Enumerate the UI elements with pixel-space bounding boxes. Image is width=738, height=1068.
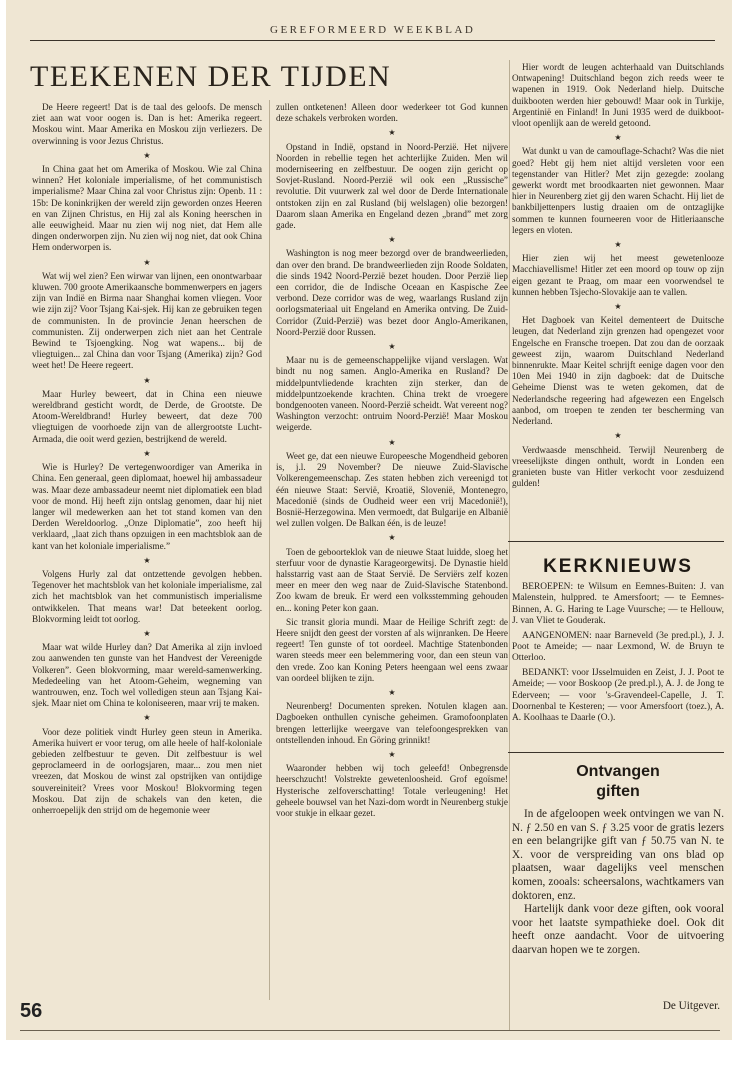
- kerknieuws-body: [512, 582, 724, 728]
- article-column-1: [32, 102, 262, 819]
- separator-star: ★: [614, 240, 622, 250]
- separator-star: ★: [388, 235, 396, 245]
- paragraph: Neurenberg! Documenten spreken. Notulen klagen aan. Dagboeken onthullen cynische geheimen. Gramofoonplaten brengen letterlijke weergave van telefoongesprekken van ontstellenden inhoud. En Göring grinnikt!: [276, 701, 508, 745]
- separator-star: ★: [143, 555, 151, 565]
- paragraph: Maar nu is de gemeenschappelijke vijand verslagen. Wat bindt nu nog samen. Anglo-Amerika en Rusland? De middelpuntvliedende krachten zijn sterker, dan de middelpuntzoekende krachten. China trekt de vroegere bondgenooten vaneen. Noord-Perzië scheidt. Wat vereent nog? Washington verzocht: ontruim Noord-Perzië! Maar Moskou weigerde.: [276, 355, 508, 433]
- separator-star: ★: [143, 713, 151, 723]
- paragraph: Wat wij wel zien? Een wirwar van lijnen, een onontwarbaar kluwen. 700 groote Amerikaansche bommenwerpers en jagers zijn van Indië en Birma naar Shanghai komen vliegen. Voor wie zijn zij? Voor Tsjang Kai-sjek. Hij kan ze gebruiken tegen de communisten. In de provincie Jenan heerschen de communisten. Zij onderwerpen zich niet aan het Centrale Bewind te Tsjoengking. Nog wat wapens... bij de vliegtuigen... zal China dan voor Tsjang (Amerika) zijn? God weet het! De Heere regeert.: [32, 270, 262, 371]
- page-number: 56: [20, 1000, 43, 1022]
- kerknieuws-aangenomen: AANGENOMEN: naar Barneveld (3e pred.pl.), J. J. Poot te Ameide; — naar Lexmond, W. de Bruyn te Otterloo.: [512, 630, 724, 664]
- running-head: GEREFORMEERD WEEKBLAD: [270, 24, 476, 36]
- separator-star: ★: [143, 375, 151, 385]
- separator-star: ★: [143, 257, 151, 267]
- paragraph: Verdwaasde menschheid. Terwijl Neurenberg de vreeselijkste dingen onthult, wordt in Londen een granieten buste van Hitler verkocht voor zesduizend gulden!: [512, 444, 724, 489]
- paragraph: Washington is nog meer bezorgd over de brandweerlieden, dan over den brand. De brandweerlieden zijn Roode Soldaten, die sinds 1942 Noord-Perzië bezet houden. Door Perzië liep een corridor, die de Indische Oceaan en Kaspische Zee verbond. Deze corridor was de weg, waarlangs Rusland zijn oorlogsmateriaal uit Engeland en Amerika ontving. De Zuid-Corridor (Zuid-Perzië) was bezet door Anglo-Amerikanen, Noord-Perzië door Russen.: [276, 248, 508, 337]
- kerknieuws-top-rule: [508, 541, 724, 542]
- separator-star: ★: [388, 342, 396, 352]
- paragraph: In China gaat het om Amerika of Moskou. Wie zal China winnen? Het koloniale imperialisme, of het communistisch imperialisme? Maar China zal voor Christus zijn: Openb. 11 : 15b: De koninkrijken der wereld zijn geworden onzes Heeren en van Zijnen Christus, en Hij zal als Koning heerschen in alle eeuwigheid. Maar nu zien wij nog niet, dat Hem alle dingen onderworpen zijn. Nu zien wij nog niet, dat ook China Hem onderworpen is.: [32, 164, 262, 253]
- paragraph: Hier zien wij het meest gewetenlooze Macchiavellisme! Hitler zet een moord op touw op zijn eigen gezant te Praag, om maar een voorwendsel te kunnen hebben Tsjecho-Slovakije aan te vallen.: [512, 253, 724, 297]
- giften-body: [512, 808, 724, 958]
- separator-star: ★: [614, 302, 622, 312]
- paragraph: Toen de geboorteklok van de nieuwe Staat luidde, sloeg het sterfuur voor de dynastie Karageorgewitsj. De Dynastie hield halsstarrig vast aan de Staat Servië. De Serviërs zelf kozen meer en meer den weg naar de Zuid-Slavische Statenbond. Zoo kwam de breuk. Er werd een volksstemming gehouden en... koning Peter kon gaan.: [276, 546, 508, 613]
- column-divider-1: [269, 100, 270, 1000]
- article-title: TEEKENEN DER TIJDEN: [30, 60, 392, 93]
- paragraph: zullen ontketenen! Alleen door wederkeer tot God kunnen deze schakels verbroken worden.: [276, 102, 508, 124]
- paragraph: Voor deze politiek vindt Hurley geen steun in Amerika. Amerika huivert er voor terug, om alle heele of half-koloniale gebieden zelfbestuur te geven. Dit zelfbestuur is wel geproclameerd in de oorlogsjaren, maar... zou men niet vreezen, dat Moskou de winst zal opstrijken van ontijdige souvereiniteit? Vrees voor Moskou! Blokvorming tegen Moskou. Dat zijn de schakels van den keten, die onherroepelijk den strijd om de hegemonie weer: [32, 726, 262, 815]
- separator-star: ★: [388, 749, 396, 759]
- footer-rule: [20, 1030, 720, 1031]
- kerknieuws-beroepen: BEROEPEN: te Wilsum en Eemnes-Buiten: J. van Malenstein, hulppred. te Amersfoort; — te Eemnes-Binnen, A. G. Haring te Lage Vuursche; — te Hellouw, J. van Vliet te Gouderak.: [512, 582, 724, 627]
- kerknieuws-bedankt: BEDANKT: voor IJsselmuiden en Zeist, J. J. Poot te Ameide; — voor Boskoop (2e pred.pl.), A. J. de Jong te Ederveen; — voor 's-Gravendeel-Capelle, J. T. Doornenbal te Kesteren; — voor Amersfoort (toez.), A. A. Koolhaas te Daarle (O.).: [512, 667, 724, 724]
- paragraph: Opstand in Indië, opstand in Noord-Perzië. Het nijvere Noorden in rebellie tegen het achterlijke Zuiden. Men wil moderniseering en zelfbestuur. De oogen zijn gericht op Sovjet-Rusland. Noord-Perzië wil ook een „Russische” revolutie. Dit vuurwerk zal wel door de Derde Internationale ontstoken zijn en zal Rusland (bij welslagen) olie bezorgen! Daarom slaan Amerika en Engeland dezen „brand” met zorg gade.: [276, 141, 508, 231]
- separator-star: ★: [388, 533, 396, 543]
- giften-paragraph: In de afgeloopen week ontvingen we van N. N. ƒ 2.50 en van S. ƒ 3.25 voor de gratis lezers en een belangrijke gift van ƒ 50.75 van N. te X. voor de verspreiding van ons blad op plaatsen, waar dagelijks veel menschen komen, zooals: scheersalons, wachtkamers van doktoren, enz.: [512, 808, 724, 902]
- column-divider-2: [509, 60, 510, 1030]
- header-rule: [30, 40, 715, 41]
- paragraph: Waaronder hebben wij toch geleefd! Onbegrensde heerschzucht! Volstrekte gewetenloosheid. Grof egoïsme! Hysterische zelfoverschatting! Totale verleugening! Het geheele bouwsel van het Nazi-dom wordt in Neurenberg stukje voor stukje in elkaar gezet.: [276, 763, 508, 818]
- kerknieuws-heading: KERKNIEUWS: [543, 556, 693, 577]
- article-column-2: [276, 102, 508, 822]
- separator-star: ★: [143, 448, 151, 458]
- separator-star: ★: [388, 128, 396, 138]
- giften-top-rule: [508, 752, 724, 753]
- paragraph: Hier wordt de leugen achterhaald van Duitschlands Ontwapening! Duitschland begon zich reeds weer te wapenen in 1919. Ook Nederland hielp. Duitsche duikbooten werden hier gebouwd! Maar ook in Turkije, Argentinië en Finland! In Juni 1935 werd de duikboot-vloot openlijk aan de wereld getoond.: [512, 62, 724, 129]
- paragraph: Weet ge, dat een nieuwe Europeesche Mogendheid geboren is, j.l. 29 November? De nieuwe Zuid-Slavische Volkerengemeenschap. Zes staten hebben zich vereenigd tot één nieuwe Staat: Servië, Kroatië, Slovenië, Montenegro, Macedonië (sinds de Oudheid weer een vrij Macedonië!), Bosnië-Herzegowina. Men vermoedt, dat Bulgarije en Albanië wel zullen volgen. De Balkan één, is de leuze!: [276, 450, 508, 529]
- giften-paragraph: Hartelijk dank voor deze giften, ook vooral voor het laatste sympathieke doel. Ook dit heeft onze aandacht. Voor de uitvoering daarvan hopen we te zorgen.: [512, 903, 724, 956]
- giften-signature: De Uitgever.: [662, 1000, 720, 1012]
- giften-heading-line2: giften: [596, 783, 640, 800]
- giften-heading: [512, 762, 724, 802]
- paragraph: Wie is Hurley? De vertegenwoordiger van Amerika in China. Een generaal, geen diplomaat, hoewel hij ambassadeur was. Maar deze ambassadeur neemt niet diplomatiek een blad voor de mond. Hij heeft zijn ontslag genomen, daar hij niet langer wil medewerken aan het tot stand komen van den Derden Wereldoorlog. „Onze Diplomatie”, zoo heeft hij verklaard, „laat zich thans opzuigen in een machtsblok aan de kant van het koloniale imperialisme.”: [32, 462, 262, 551]
- paragraph: De Heere regeert! Dat is de taal des geloofs. De mensch ziet aan wat voor oogen is. Dan is het: Amerika regeert. Moskou wint. Maar Amerika en Moskou zijn verliezers. De overwinning is voor Jezus Christus.: [32, 102, 262, 146]
- separator-star: ★: [614, 431, 622, 441]
- separator-star: ★: [388, 437, 396, 447]
- separator-star: ★: [614, 133, 622, 143]
- article-column-3: [512, 62, 724, 492]
- giften-heading-line1: Ontvangen: [576, 763, 660, 780]
- separator-star: ★: [143, 628, 151, 638]
- paragraph: Volgens Hurly zal dat ontzettende gevolgen hebben. Tegenover het machtsblok van het koloniale imperialisme, zal zich het machtsblok van het communistisch imperialisme ontwikkelen. That means war! Dat beteekent oorlog. Blokvorming leidt tot oorlog.: [32, 568, 262, 624]
- paragraph: Maar Hurley beweert, dat in China een nieuwe wereldbrand gesticht wordt, de Derde, de Grootste. De Atoom-Wereldbrand! Hurley beweert, dat deze 700 vliegtuigen de voorhoede zijn van de allergrootste Lucht-Armada, die ooit werd gezien, bestrijkend de wereld.: [32, 388, 262, 444]
- paragraph: Sic transit gloria mundi. Maar de Heilige Schrift zegt: de Heere snijdt den geest der vorsten af als wijnranken. De Heere regeert! Ten gunste of tot oordeel. Machtige Statenbonden waren steeds meer een belemmering voor, dan een steun van den vrede. Zoo kan Koning Peters heengaan wel eens zwaar van oordeel blijken te zijn.: [276, 616, 508, 683]
- separator-star: ★: [388, 687, 396, 697]
- separator-star: ★: [143, 150, 151, 160]
- paragraph: Het Dagboek van Keitel dementeert de Duitsche leugen, dat Nederland zijn grenzen had opengezet voor Engelsche en Fransche troepen. Dat zou dan de oorzaak geweest zijn, waarom Duitschland Nederland binnenrukte. Maar Keitel schrijft eenige dagen voor den 10en Mei 1940 in zijn dagboek: dat de Duitsche Geheime Dienst was te weten gekomen, dat de Nederlandsche regeering had afgewezen een Engelsch aanbod, om troepen te zenden ter bescherming van Nederland.: [512, 315, 724, 427]
- paragraph: Maar wat wilde Hurley dan? Dat Amerika al zijn invloed zou aanwenden ten gunste van het Handvest der Vereenigde Volkeren”. Geen blokvorming, maar wereld-samenwerking. Mededeeling van het Atoom-Geheim, wegneming van wantrouwen, enz. Toch wel volledigen steun aan Tsjang Kai-sjek. Maar niet om China te koloniseeren, maar vrij te maken.: [32, 642, 262, 709]
- paragraph: Wat dunkt u van de camouflage-Schacht? Was die niet goed? Hebt gij hem niet altijd versleten voor een tegenstander van Hitler? Met zijn gezegde: zoolang gewerkt wordt met broodkaarten niet gewonnen. Maar hier in Neurenberg ziet gij den waren Schacht. Hij liet de bankbiljettenpers lustig draaien om de ontzaglijke sommen te kunnen fourneeren voor de Hitleriaansche legers en vloten.: [512, 146, 724, 235]
